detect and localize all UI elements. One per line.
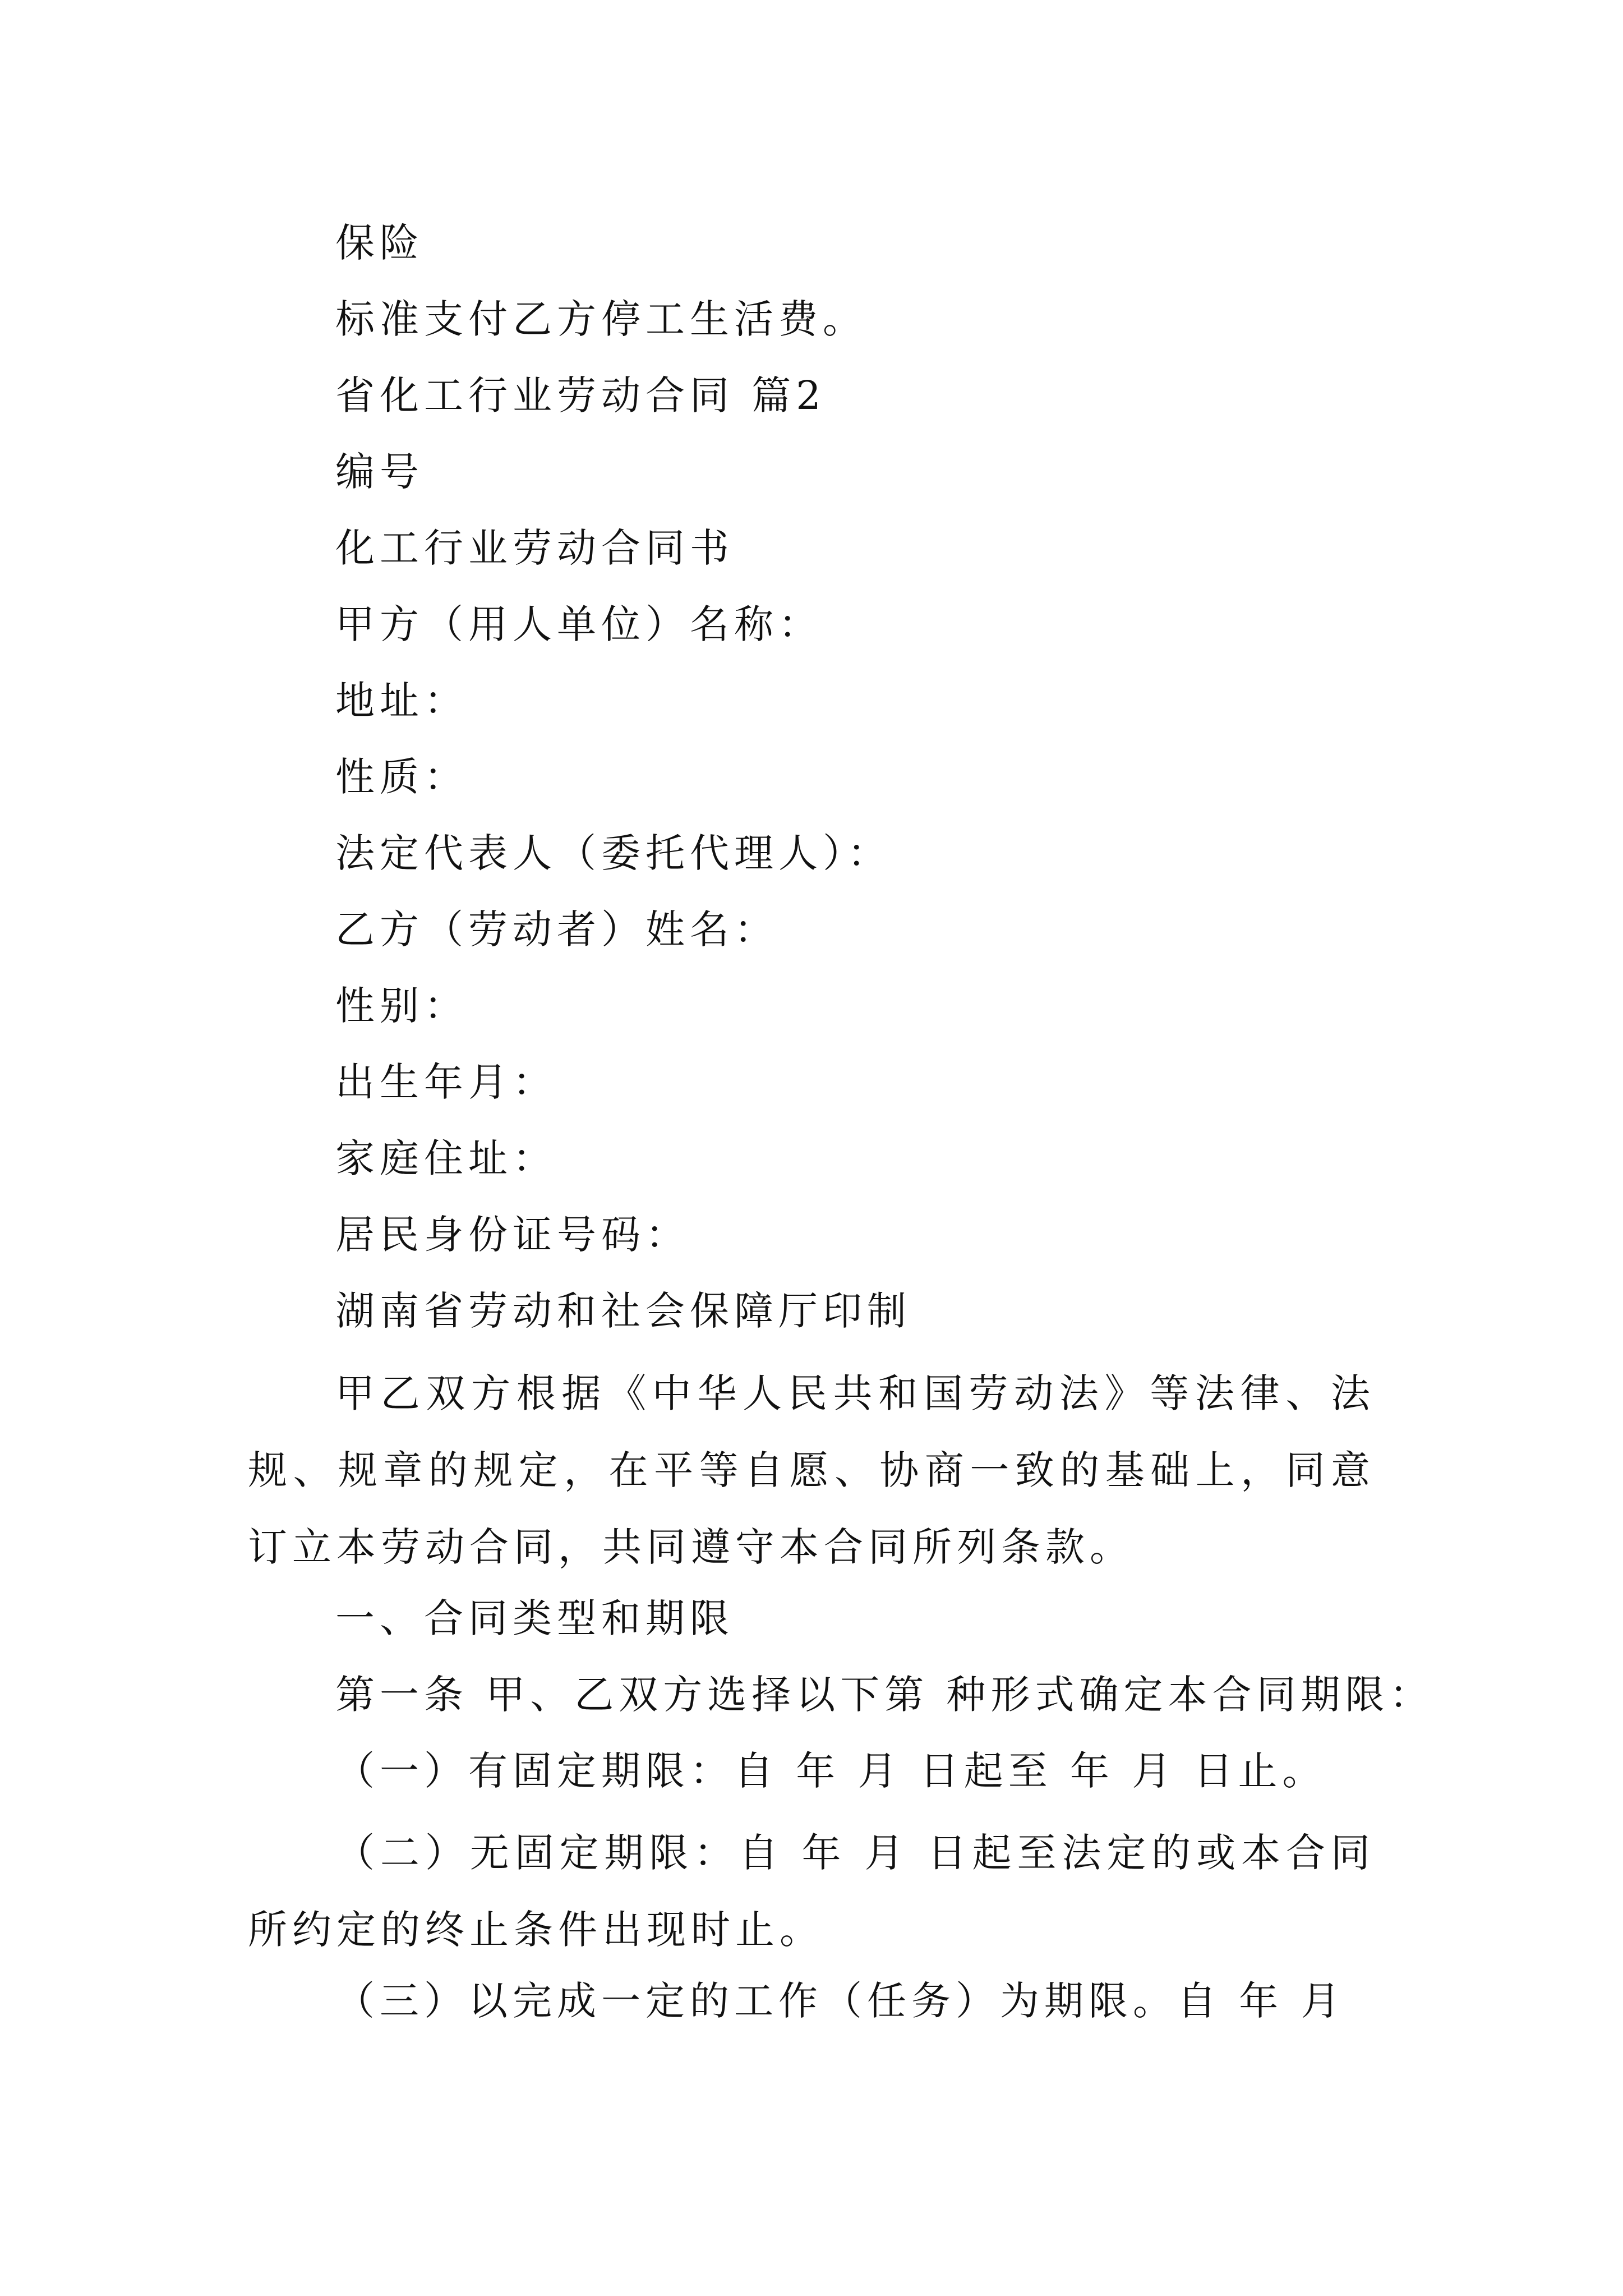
article-1-text: 第一条 甲、乙双方选择以下第 种形式确定本合同期限： — [335, 1672, 1434, 1718]
document-title: 化工行业劳动合同书 — [335, 525, 734, 571]
field-label-birth-date: 出生年月： — [335, 1059, 557, 1105]
field-label-id-number: 居民身份证号码： — [335, 1212, 690, 1258]
text-line-printed-by: 湖南省劳动和社会保障厅印制 — [335, 1288, 911, 1334]
field-label-nature: 性质： — [335, 754, 468, 800]
text-line-living-allowance: 标准支付乙方停工生活费。 — [335, 296, 867, 342]
text-line-insurance: 保险 — [335, 220, 424, 266]
field-label-address: 地址： — [335, 678, 468, 724]
field-label-gender: 性别： — [335, 983, 468, 1029]
item-task-based-term: （三）以完成一定的工作（任务）为期限。自 年 月 — [335, 1978, 1345, 2024]
item-fixed-term: （一）有固定期限：自 年 月 日起至 年 月 日止。 — [335, 1748, 1327, 1794]
field-label-home-address: 家庭住址： — [335, 1135, 557, 1181]
field-label-legal-representative: 法定代表人（委托代理人）： — [335, 830, 892, 876]
field-label-employee-name: 乙方（劳动者）姓名： — [335, 907, 778, 953]
text-line-number: 编号 — [335, 449, 424, 495]
paragraph-preamble: 甲乙双方根据《中华人民共和国劳动法》等法律、法规、规章的规定，在平等自愿、协商一致的基础上，同意订立本劳动合同，共同遵守本合同所列条款。 — [248, 1370, 1375, 1570]
field-label-employer-name: 甲方（用人单位）名称： — [335, 601, 823, 647]
item-open-ended-term: （二）无固定期限：自 年 月 日起至法定的或本合同所约定的终止条件出现时止。 — [248, 1830, 1375, 1953]
section-heading-article-2: 省化工行业劳动合同 篇2 — [335, 372, 826, 418]
section-heading-contract-type: 一、合同类型和期限 — [335, 1595, 734, 1641]
